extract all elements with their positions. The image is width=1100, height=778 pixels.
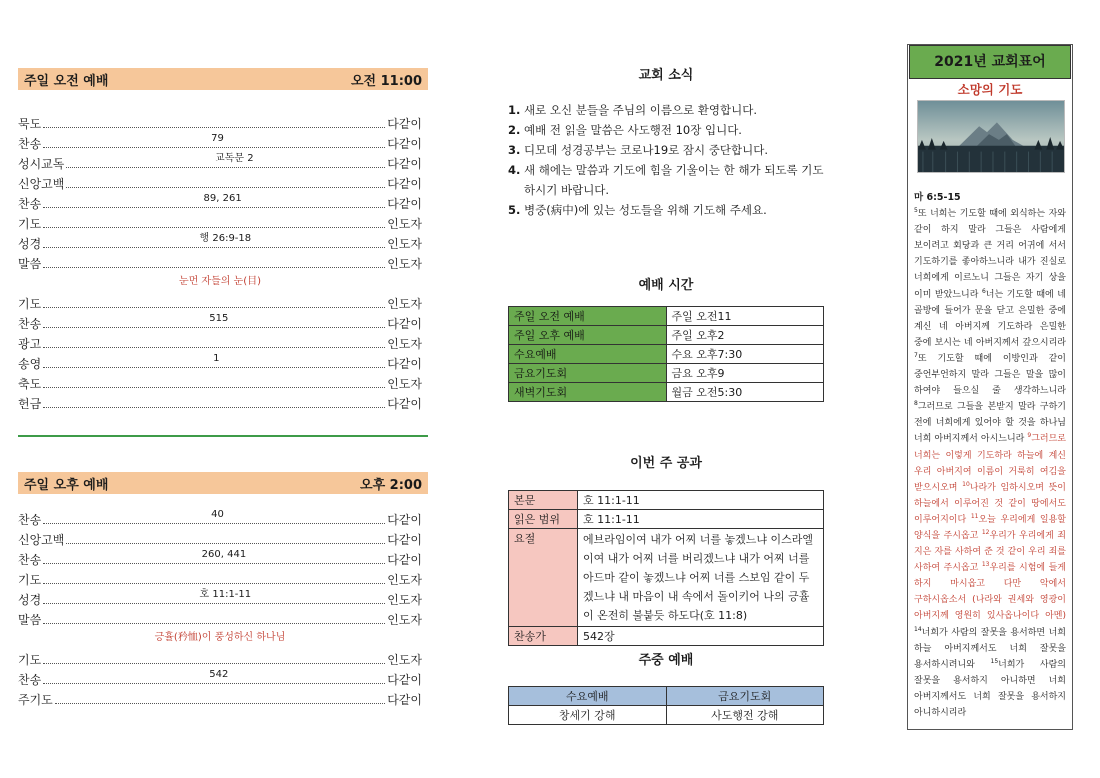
mountain-painting-image bbox=[917, 100, 1065, 173]
order-row bbox=[18, 508, 422, 528]
schedule-service-time: 주일 오전11 bbox=[666, 307, 824, 326]
order-item-role: 인도자 bbox=[387, 257, 422, 271]
schedule-service-name: 금요기도회 bbox=[509, 364, 667, 383]
scripture-passage bbox=[914, 190, 1066, 721]
table-row bbox=[509, 687, 824, 706]
verse-number: 5 bbox=[914, 207, 918, 215]
lesson-label: 요절 bbox=[509, 529, 578, 627]
order-item-role: 다같이 bbox=[387, 553, 422, 567]
order-item-name: 찬송 bbox=[18, 553, 42, 567]
leader-dots bbox=[43, 306, 385, 308]
order-item-role: 다같이 bbox=[387, 317, 422, 331]
morning-service-time: 오전 11:00 bbox=[350, 73, 422, 89]
order-item-role: 인도자 bbox=[387, 653, 422, 667]
news-item-number: 1. bbox=[508, 103, 521, 117]
lesson-title: 이번 주 공과 bbox=[630, 456, 702, 471]
table-row bbox=[509, 529, 824, 627]
leader-dots bbox=[43, 226, 385, 228]
lesson-table bbox=[508, 490, 824, 646]
lesson-value: 호 11:1-11 bbox=[578, 491, 824, 510]
order-item-role: 다같이 bbox=[387, 117, 422, 131]
leader-dots bbox=[43, 386, 385, 388]
news-item bbox=[508, 160, 828, 200]
order-item-detail: 교독문 2 bbox=[213, 149, 256, 164]
leader-dots bbox=[43, 549, 385, 564]
schedule-service-name: 주일 오전 예배 bbox=[509, 307, 667, 326]
order-item-role: 다같이 bbox=[387, 397, 422, 411]
order-item-role: 다같이 bbox=[387, 533, 422, 547]
news-item-text: 새로 오신 분들을 주님의 이름으로 환영합니다. bbox=[524, 103, 758, 117]
news-item bbox=[508, 200, 828, 220]
afternoon-service-header bbox=[18, 472, 428, 494]
order-item-name: 찬송 bbox=[18, 673, 42, 687]
order-item-detail: 호 11:1-11 bbox=[198, 585, 254, 600]
verse-text: 그러므로 너희는 이렇게 기도하라 하늘에 계신 우리 아버지여 이름이 거룩히 여김을 받으시오며 bbox=[914, 434, 1066, 493]
order-item-role: 인도자 bbox=[387, 377, 422, 391]
order-item-role: 인도자 bbox=[387, 297, 422, 311]
midweek-value: 창세기 강해 bbox=[509, 706, 667, 725]
midweek-header: 수요예배 bbox=[509, 687, 667, 706]
verse-number: 8 bbox=[914, 400, 918, 408]
lesson-label: 읽은 범위 bbox=[509, 510, 578, 529]
table-row bbox=[509, 345, 824, 364]
midweek-value: 사도행전 강해 bbox=[666, 706, 824, 725]
leader-dots bbox=[43, 406, 385, 408]
verse-number: 6 bbox=[981, 287, 986, 295]
news-item-number: 4. bbox=[508, 163, 521, 177]
verse-text: 또 너희는 기도할 때에 외식하는 자와 같이 하지 말라 그들은 사람에게 보이려고 회당과 큰 거리 어귀에 서서 기도하기를 좋아하느니라 내가 진실로 너희에게 이르노니 그들은 자기 상을 이미 받았느니라 bbox=[914, 209, 1066, 300]
verse-text: 너는 기도할 때에 네 골방에 들어가 문을 닫고 은밀한 중에 계신 네 아버지께 기도하라 은밀한 중에 보시는 네 아버지께서 갚으시리라 bbox=[914, 289, 1066, 348]
leader-dots bbox=[43, 133, 385, 148]
lesson-value: 542장 bbox=[578, 627, 824, 646]
order-item-name: 신앙고백 bbox=[18, 533, 65, 547]
table-row bbox=[509, 364, 824, 383]
leader-dots bbox=[43, 346, 385, 348]
order-row bbox=[18, 172, 422, 192]
table-row bbox=[509, 627, 824, 646]
table-row bbox=[509, 307, 824, 326]
morning-order-list bbox=[18, 112, 422, 412]
leader-dots bbox=[43, 126, 385, 128]
order-item-role: 인도자 bbox=[387, 337, 422, 351]
order-row bbox=[18, 152, 422, 172]
schedule-service-name: 수요예배 bbox=[509, 345, 667, 364]
leader-dots bbox=[66, 186, 385, 188]
order-item-detail: 542 bbox=[209, 669, 229, 680]
section-divider bbox=[18, 435, 428, 437]
order-row bbox=[18, 608, 422, 628]
table-row bbox=[509, 326, 824, 345]
table-row bbox=[509, 491, 824, 510]
order-row bbox=[18, 588, 422, 608]
order-item-role: 다같이 bbox=[387, 157, 422, 171]
order-row bbox=[18, 688, 422, 708]
order-item-name: 찬송 bbox=[18, 137, 42, 151]
news-item-text: 병중(病中)에 있는 성도들을 위해 기도해 주세요. bbox=[524, 203, 767, 217]
scripture-reference: 마 6:5-15 bbox=[914, 192, 961, 203]
afternoon-order-list bbox=[18, 508, 422, 708]
verse-number: 11 bbox=[970, 512, 979, 520]
order-row bbox=[18, 312, 422, 332]
leader-dots bbox=[43, 266, 385, 268]
news-item bbox=[508, 140, 828, 160]
verse-number: 9 bbox=[1027, 432, 1032, 440]
afternoon-service-time: 오후 2:00 bbox=[360, 477, 422, 493]
order-item-name: 성경 bbox=[18, 593, 42, 607]
order-item-detail: 40 bbox=[211, 509, 224, 520]
leader-dots bbox=[43, 233, 385, 248]
order-item-name: 성경 bbox=[18, 237, 42, 251]
verse-text: 오늘 우리에게 일용할 양식을 주시옵고 bbox=[914, 514, 1066, 541]
order-item-role: 인도자 bbox=[387, 613, 422, 627]
afternoon-service-title: 주일 오후 예배 bbox=[24, 477, 109, 493]
news-item-text: 예배 전 읽을 말씀은 사도행전 10장 입니다. bbox=[524, 123, 742, 137]
order-item-role: 다같이 bbox=[387, 357, 422, 371]
lesson-memory-verse: 에브라임이여 내가 어찌 너를 놓겠느냐 이스라엘이여 내가 어찌 너를 버리겠느냐 내가 어찌 너를 아드마 같이 놓겠느냐 어찌 너를 스보임 같이 두겠느냐 내 마음이 내 속에서 돌이키어 나의 긍휼이 온전히 불붙듯 하도다(호 11:8) bbox=[578, 529, 824, 627]
order-item-name: 축도 bbox=[18, 377, 42, 391]
verse-number: 13 bbox=[981, 561, 990, 569]
schedule-table bbox=[508, 306, 824, 402]
leader-dots bbox=[66, 153, 385, 168]
order-item-name: 헌금 bbox=[18, 397, 42, 411]
morning-service-header bbox=[18, 68, 428, 90]
order-row bbox=[18, 252, 422, 272]
order-item-role: 다같이 bbox=[387, 513, 422, 527]
order-item-name: 찬송 bbox=[18, 197, 42, 211]
order-item-name: 기도 bbox=[18, 573, 42, 587]
order-item-name: 말씀 bbox=[18, 257, 42, 271]
verse-number: 10 bbox=[962, 480, 970, 488]
schedule-service-name: 새벽기도회 bbox=[509, 383, 667, 402]
verse-number: 14 bbox=[914, 625, 922, 633]
order-item-role: 인도자 bbox=[387, 573, 422, 587]
order-item-name: 말씀 bbox=[18, 613, 42, 627]
order-item-detail: 1 bbox=[213, 353, 220, 364]
table-row bbox=[509, 706, 824, 725]
order-row bbox=[18, 112, 422, 132]
leader-dots bbox=[55, 702, 385, 704]
table-row bbox=[509, 510, 824, 529]
verse-text: 우리를 시험에 들게 하지 마시옵고 다만 악에서 구하시옵소서 (나라와 권세와 영광이 아버지께 영원히 있사옵나이다 아멘) bbox=[914, 563, 1066, 622]
order-row bbox=[18, 192, 422, 212]
leader-dots bbox=[43, 313, 385, 328]
leader-dots bbox=[43, 582, 385, 584]
verse-number: 7 bbox=[914, 351, 918, 359]
news-item-number: 5. bbox=[508, 203, 521, 217]
order-item-role: 인도자 bbox=[387, 217, 422, 231]
leader-dots bbox=[43, 193, 385, 208]
order-item-role: 다같이 bbox=[387, 177, 422, 191]
order-item-name: 묵도 bbox=[18, 117, 42, 131]
motto-header: 2021년 교회표어 bbox=[909, 45, 1071, 79]
order-item-role: 다같이 bbox=[387, 197, 422, 211]
morning-service-title: 주일 오전 예배 bbox=[24, 73, 109, 89]
verse-text: 나라가 임하시오며 뜻이 하늘에서 이루어진 것 같이 땅에서도 이루어지이다 bbox=[914, 482, 1066, 525]
order-item-name: 주기도 bbox=[18, 693, 53, 707]
news-item-number: 2. bbox=[508, 123, 521, 137]
schedule-service-time: 수요 오후7:30 bbox=[666, 345, 824, 364]
order-row bbox=[18, 372, 422, 392]
order-row bbox=[18, 548, 422, 568]
order-item-detail: 79 bbox=[211, 133, 224, 144]
midweek-header: 금요기도회 bbox=[666, 687, 824, 706]
order-item-role: 인도자 bbox=[387, 237, 422, 251]
news-item-number: 3. bbox=[508, 143, 521, 157]
order-item-detail: 행 26:9-18 bbox=[198, 229, 254, 244]
leader-dots bbox=[43, 353, 385, 368]
leader-dots bbox=[43, 669, 385, 684]
order-item-name: 신앙고백 bbox=[18, 177, 65, 191]
leader-dots bbox=[43, 589, 385, 604]
leader-dots bbox=[43, 622, 385, 624]
verse-number: 12 bbox=[981, 528, 990, 536]
sermon-title: 눈먼 자들의 눈(目) bbox=[178, 276, 262, 287]
order-item-name: 송영 bbox=[18, 357, 42, 371]
order-row bbox=[18, 528, 422, 548]
order-row bbox=[18, 668, 422, 688]
verse-text: 우리가 우리에게 죄 지은 자를 사하여 준 것 같이 우리 죄를 사하여 주시옵고 bbox=[914, 530, 1066, 574]
leader-dots bbox=[66, 542, 385, 544]
schedule-service-time: 금요 오후9 bbox=[666, 364, 824, 383]
order-item-role: 다같이 bbox=[387, 137, 422, 151]
order-item-name: 성시교독 bbox=[18, 157, 65, 171]
lesson-label: 본문 bbox=[509, 491, 578, 510]
order-item-role: 인도자 bbox=[387, 593, 422, 607]
order-row bbox=[18, 292, 422, 312]
verse-number: 15 bbox=[990, 657, 999, 665]
midweek-title: 주중 예배 bbox=[638, 653, 694, 668]
order-row bbox=[18, 352, 422, 372]
schedule-title: 예배 시간 bbox=[638, 278, 694, 293]
news-item-text: 디모데 성경공부는 코로나19로 잠시 중단합니다. bbox=[524, 143, 768, 157]
midweek-table bbox=[508, 686, 824, 725]
order-item-detail: 89, 261 bbox=[203, 193, 242, 204]
leader-dots bbox=[43, 509, 385, 524]
table-row bbox=[509, 383, 824, 402]
order-row bbox=[18, 648, 422, 668]
news-item bbox=[508, 120, 828, 140]
sermon-title: 긍휼(矜恤)이 풍성하신 하나님 bbox=[154, 632, 286, 643]
lesson-value: 호 11:1-11 bbox=[578, 510, 824, 529]
order-item-role: 다같이 bbox=[387, 693, 422, 707]
news-item bbox=[508, 100, 828, 120]
order-item-detail: 515 bbox=[209, 313, 229, 324]
verse-text: 너희가 사람의 잘못을 용서하지 아니하면 너희 아버지께서도 너희 잘못을 용서하지 아니하시리라 bbox=[914, 659, 1066, 718]
order-item-name: 찬송 bbox=[18, 513, 42, 527]
news-item-text: 새 해에는 말씀과 기도에 힘을 기울이는 한 해가 되도록 기도하시기 바랍니다. bbox=[524, 163, 824, 197]
lesson-label: 찬송가 bbox=[509, 627, 578, 646]
leader-dots bbox=[43, 662, 385, 664]
order-item-name: 기도 bbox=[18, 217, 42, 231]
verse-text: 너희가 사람의 잘못을 용서하면 너희 하늘 아버지께서도 너희 잘못을 용서하시려니와 bbox=[914, 627, 1066, 670]
order-item-name: 찬송 bbox=[18, 317, 42, 331]
order-row bbox=[18, 332, 422, 352]
news-title: 교회 소식 bbox=[638, 68, 694, 83]
schedule-service-time: 주일 오후2 bbox=[666, 326, 824, 345]
schedule-service-name: 주일 오후 예배 bbox=[509, 326, 667, 345]
news-list bbox=[508, 100, 828, 220]
order-item-name: 기도 bbox=[18, 653, 42, 667]
prayer-title: 소망의 기도 bbox=[957, 82, 1023, 97]
order-item-name: 기도 bbox=[18, 297, 42, 311]
order-item-role: 다같이 bbox=[387, 673, 422, 687]
order-row bbox=[18, 232, 422, 252]
order-item-detail: 260, 441 bbox=[201, 549, 247, 560]
verse-text: 그러므로 그들을 본받지 말라 구하기 전에 너희에게 있어야 할 것을 하나님 너희 아버지께서 아시느니라 bbox=[914, 402, 1066, 445]
verse-text: 또 기도할 때에 이방인과 같이 중언부언하지 말라 그들은 말을 많이 하여야 들으실 줄 생각하느니라 bbox=[914, 353, 1066, 397]
schedule-service-time: 월금 오전5:30 bbox=[666, 383, 824, 402]
order-row bbox=[18, 392, 422, 412]
order-item-name: 광고 bbox=[18, 337, 42, 351]
